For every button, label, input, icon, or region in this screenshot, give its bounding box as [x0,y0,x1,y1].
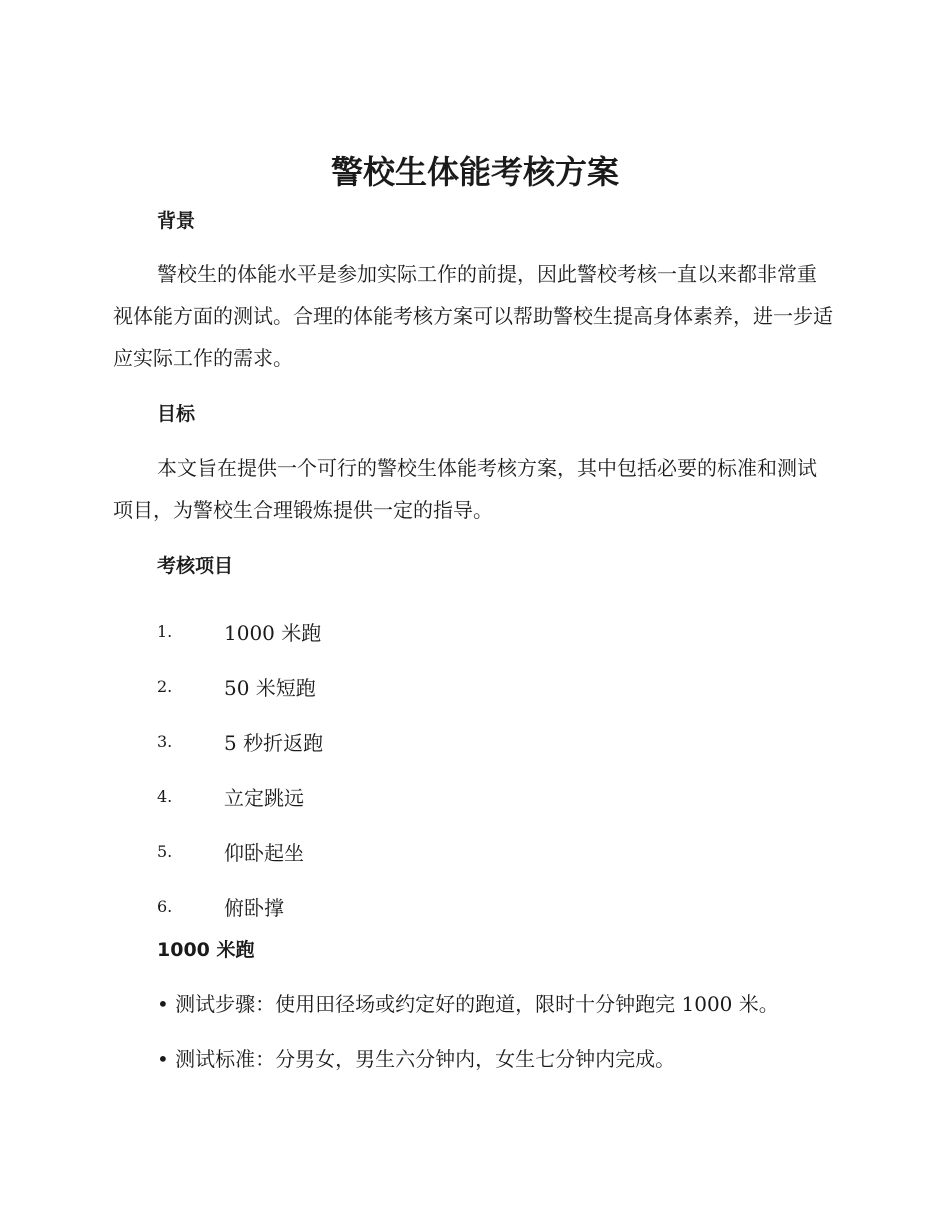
list-number: 6. [157,897,173,916]
list-number: 4. [157,787,173,806]
document-title: 警校生体能考核方案 [330,153,619,191]
list-item [157,604,323,659]
list-label: 立定跳远 [224,786,304,810]
section-heading-background: 背景 [157,210,196,232]
list-label: 俯卧撑 [224,896,284,920]
paragraph-background: 警校生的体能水平是参加实际工作的前提，因此警校考核一直以来都非常重视体能方面的测试。合理的体能考核方案可以帮助警校生提高身体素养，进一步适应实际工作的需求。 [113,262,833,370]
list-label: 1000 米跑 [224,621,322,645]
list-item [157,659,323,714]
paragraph-goal: 本文旨在提供一个可行的警校生体能考核方案，其中包括必要的标准和测试项目，为警校生合理锻炼提供一定的指导。 [113,456,817,522]
list-number: 5. [157,842,173,861]
list-label: 50 米短跑 [224,676,316,700]
list-item [157,824,323,879]
list-number: 3. [157,732,173,751]
list-item [157,714,323,769]
bullet-test-steps: • 测试步骤：使用田径场或约定好的跑道，限时十分钟跑完 1000 米。 [157,992,779,1016]
bullet-test-standard: • 测试标准：分男女，男生六分钟内，女生七分钟内完成。 [157,1047,676,1071]
list-label: 5 秒折返跑 [224,731,324,755]
list-item [157,879,323,934]
section-heading-goal: 目标 [157,403,196,425]
list-number: 2. [157,677,173,696]
list-item [157,769,323,824]
list-label: 仰卧起坐 [224,841,304,865]
list-number: 1. [157,622,173,641]
section-heading-items: 考核项目 [157,555,234,577]
test-items-list [157,604,323,934]
section-heading-1000m: 1000 米跑 [157,939,255,961]
